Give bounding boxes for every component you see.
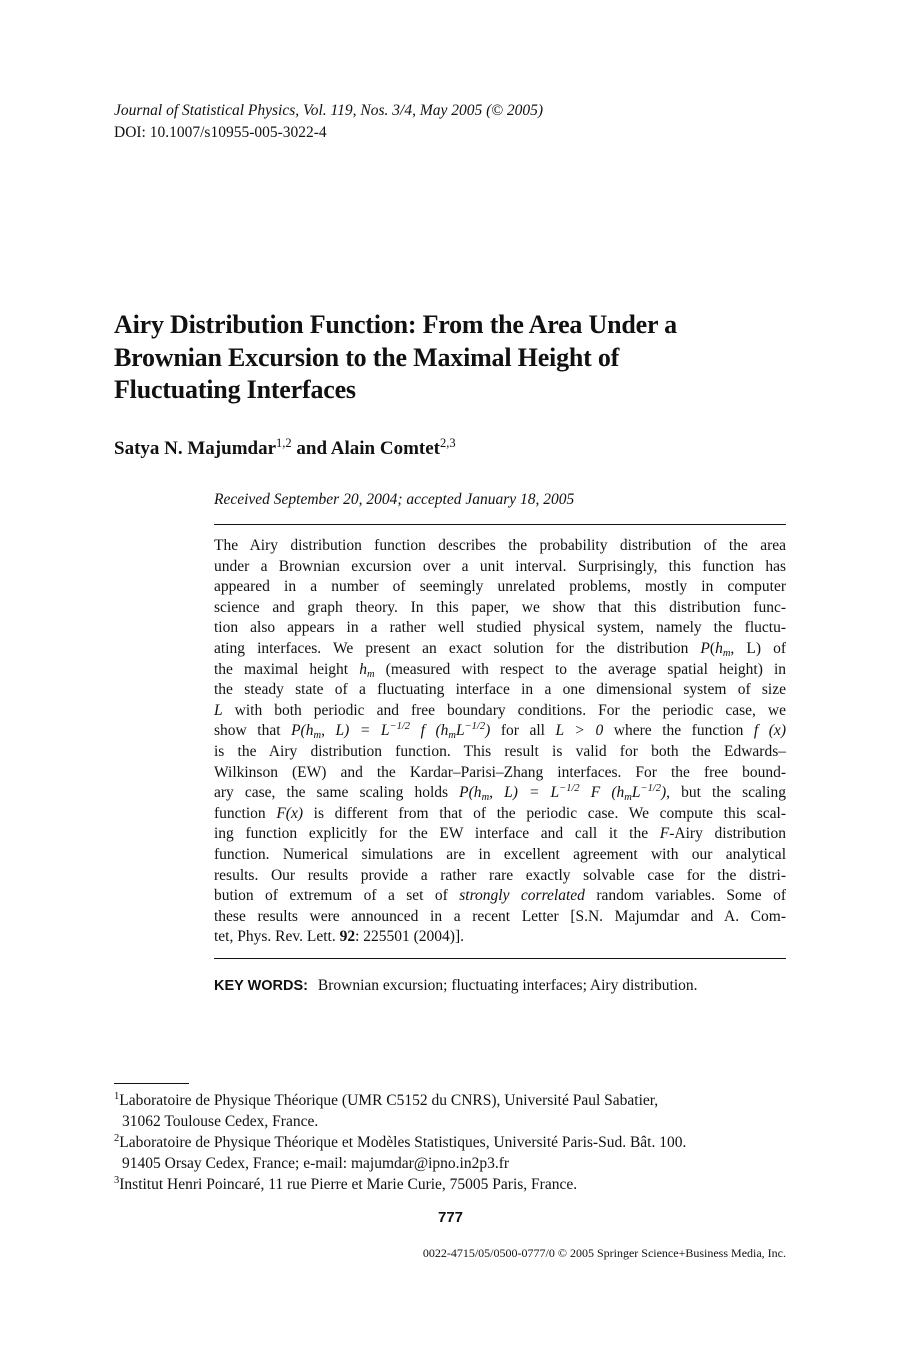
abstract-line: is the Airy distribution function. This result is valid for both the Edwards–: [214, 742, 786, 760]
abstract-top-rule: [214, 524, 786, 525]
affiliation-marker: 2,3: [439, 436, 456, 450]
abstract-line: function F(x) is different from that of the periodic case. We compute this scal-: [214, 804, 787, 822]
author-name: Alain Comtet: [330, 438, 440, 459]
doi: DOI: 10.1007/s10955-005-3022-4: [114, 124, 327, 141]
affiliation-marker: 1,2: [276, 436, 292, 450]
abstract-line: science and graph theory. In this paper, we show that this distribution func-: [214, 598, 786, 616]
footnotes: [114, 1090, 786, 1195]
footnote: $^2$Laboratoire de Physique Théorique et Modèles Statistiques, Université Paris-Sud. Bât. 100. 91405 Orsay Cedex, France; e-mail: majumdar@ipno.in2p3.fr: [114, 1133, 687, 1172]
abstract-line: under a Brownian excursion over a unit interval. Surprisingly, this function has: [214, 557, 786, 575]
copyright-line: 0022-4715/05/0500-0777/0 © 2005 Springer Science+Business Media, Inc.: [422, 1246, 786, 1260]
author-conjunction: and: [296, 438, 328, 459]
footnote-rule: [114, 1083, 189, 1084]
page-number: 777: [437, 1209, 464, 1226]
abstract-line: L with both periodic and free boundary conditions. For the periodic case, we: [214, 701, 786, 719]
abstract-line: function. Numerical simulations are in excellent agreement with our analytical: [214, 845, 786, 863]
abstract-bottom-rule: [214, 958, 786, 959]
abstract-line: appeared in a number of seemingly unrelated problems, mostly in computer: [214, 578, 786, 596]
title-line: Brownian Excursion to the Maximal Height of: [114, 342, 620, 372]
abstract-line: tion also appears in a rather well studied physical system, namely the fluctu-: [214, 619, 786, 637]
abstract-line: show that $P(h_m$, $L) = L^{-1/2}$ f $(h_mL^{-1/2})$ for all L > 0 where the function f (x): [214, 721, 786, 742]
abstract: [214, 536, 786, 948]
abstract-line: the steady state of a fluctuating interface in a one dimensional system of size: [214, 681, 786, 699]
abstract-line: ating interfaces. We present an exact solution for the distribution $P(h_m$, L) of: [214, 639, 787, 659]
footnote: $^1$Laboratoire de Physique Théorique (UMR C5152 du CNRS), Université Paul Sabatier, 31062 Toulouse Cedex, France.: [114, 1091, 659, 1130]
footnote-marker: 2: [114, 1133, 120, 1144]
abstract-line: The Airy distribution function describes the probability distribution of the area: [214, 537, 786, 554]
journal-citation: Journal of Statistical Physics, Vol. 119, Nos. 3/4, May 2005 (© 2005): [114, 102, 544, 119]
paper-title: [114, 309, 794, 407]
abstract-line: ary case, the same scaling holds $P(h_m$, $L) = L^{-1/2}$ F $(h_mL^{-1/2})$, but the scaling: [214, 783, 786, 804]
keywords-label: KEY WORDS:: [214, 978, 308, 994]
footnote-marker: 3: [114, 1175, 120, 1186]
title-line: Fluctuating Interfaces: [114, 375, 356, 404]
abstract-line: the maximal height $h_m$ (measured with respect to the average spatial height) in: [214, 660, 787, 680]
received-dates: Received September 20, 2004; accepted January 18, 2005: [214, 491, 575, 508]
footnote: $^3$Institut Henri Poincaré, 11 rue Pierre et Marie Curie, 75005 Paris, France.: [114, 1175, 578, 1193]
title-line: Airy Distribution Function: From the Area Under a: [114, 310, 677, 339]
author-name: Satya N. Majumdar: [114, 438, 277, 459]
abstract-line: results. Our results provide a rather rare exactly solvable case for the distri-: [214, 866, 786, 884]
author-list: [114, 436, 456, 462]
abstract-line: tet, Phys. Rev. Lett. 92: 225501 (2004)].: [214, 928, 464, 946]
keywords-text: Brownian excursion; fluctuating interfaces; Airy distribution.: [317, 977, 698, 994]
footnote-marker: 1: [114, 1091, 120, 1102]
abstract-line: bution of extremum of a set of strongly correlated random variables. Some of: [214, 887, 787, 905]
abstract-line: Wilkinson (EW) and the Kardar–Parisi–Zhang interfaces. For the free bound-: [214, 763, 786, 781]
abstract-line: ing function explicitly for the EW interface and call it the F-Airy distribution: [214, 825, 786, 843]
abstract-line: these results were announced in a recent Letter [S.N. Majumdar and A. Com-: [214, 907, 786, 925]
keywords: [214, 975, 698, 997]
